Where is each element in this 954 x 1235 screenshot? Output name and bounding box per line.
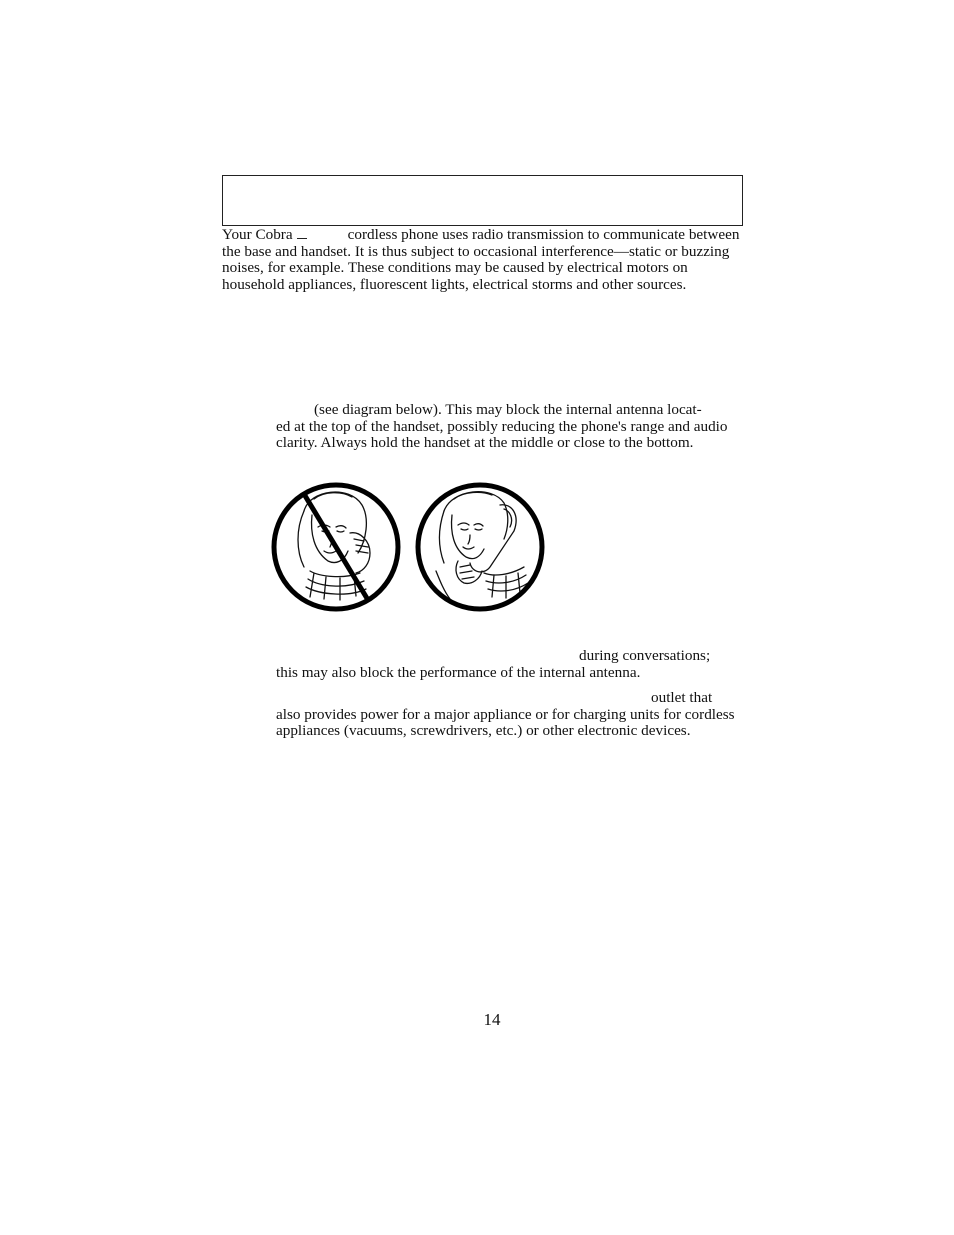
- wrong-grip-illustration: [270, 481, 402, 613]
- frame-circle: [418, 485, 542, 609]
- tip3-body: also provides power for a major appliance or for charging units for cordless appliances (vacuums, screwdrivers, etc.) or other electronic devices.: [276, 705, 735, 740]
- intro-start: Your Cobra: [222, 226, 293, 243]
- model-number-blank: [297, 227, 307, 239]
- section-heading-box: [222, 175, 743, 226]
- woman-holding-handset-bottom-icon: [436, 492, 528, 599]
- tip2-body: this may also block the performance of the internal antenna.: [276, 663, 641, 681]
- correct-grip-illustration: [414, 481, 546, 613]
- tip2-first-line: during conversations;: [579, 647, 711, 664]
- tip1-first-line: (see diagram below). This may block the internal antenna locat-: [314, 401, 702, 418]
- page-number: 14: [483, 1010, 501, 1029]
- prohibition-slash: [304, 494, 368, 600]
- intro-paragraph: [222, 227, 744, 293]
- tip1-body: ed at the top of the handset, possibly reducing the phone's range and audio clarity. Always hold the handset at the middle or close to the bottom.: [276, 417, 728, 452]
- tip3-first-line: outlet that: [651, 689, 713, 706]
- intro-rest: cordless phone uses radio transmission to communicate between the base and handset. It is thus subject to occasional interference—static or buzzing noises, for example. These conditions may be caused by electrical motors on household appliances, fluorescent lights, electrical storms and other sources.: [222, 226, 740, 293]
